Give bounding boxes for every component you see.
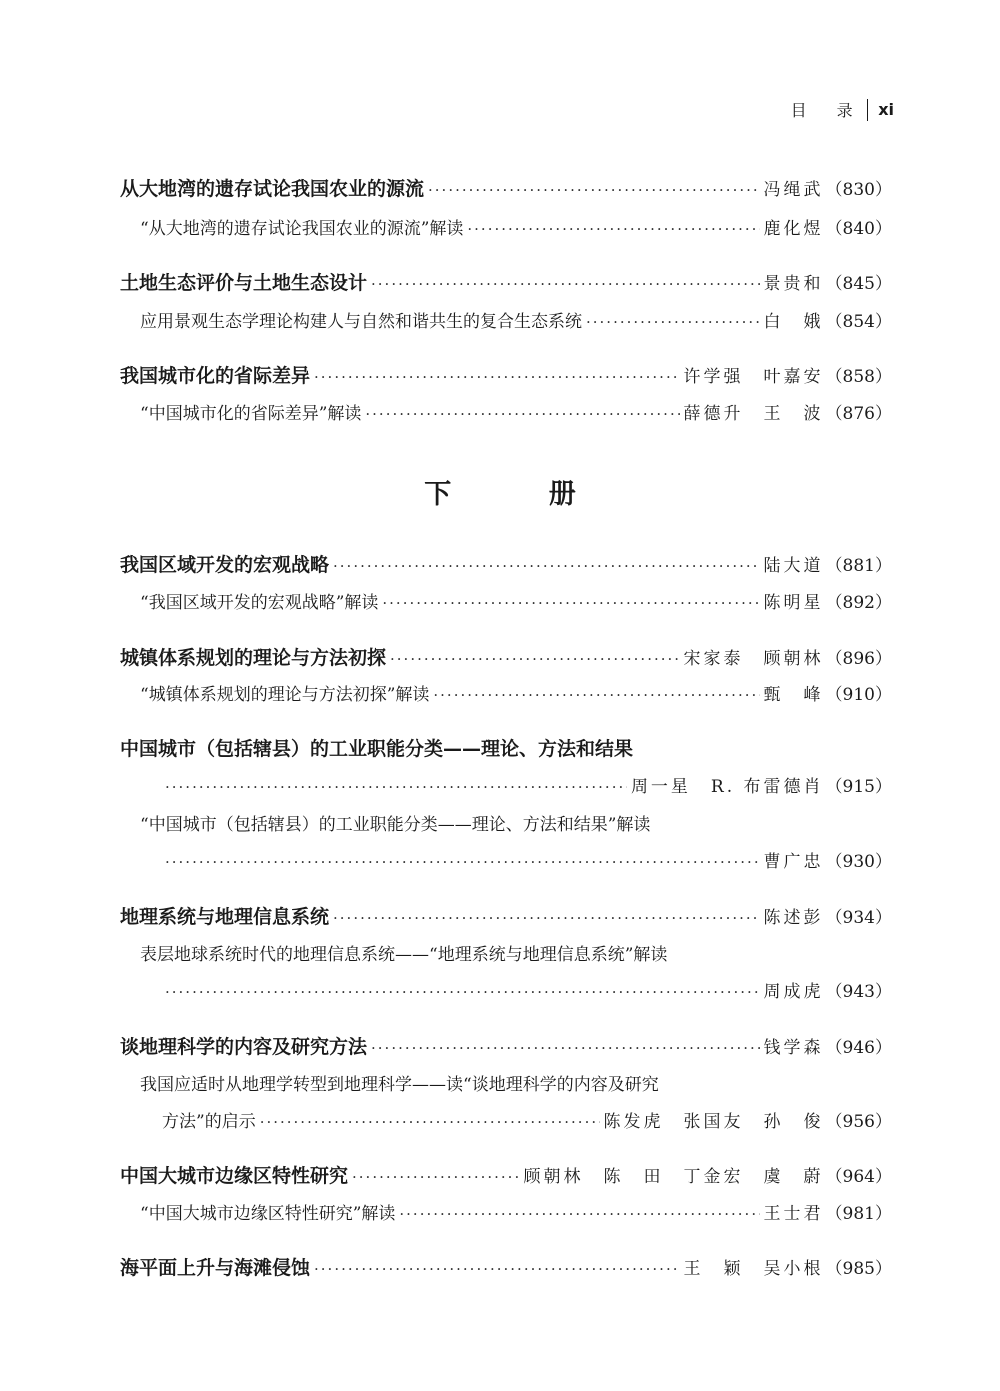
toc-entry-pages: （830） (825, 180, 892, 200)
toc-entry-pages: （881） (825, 556, 892, 576)
toc-entry[interactable] (120, 1032, 892, 1059)
leader-dots (314, 368, 680, 386)
leader-dots (260, 1113, 600, 1131)
toc-entry-continuation[interactable] (165, 772, 892, 797)
toc-entry-continuation[interactable] (165, 977, 892, 1002)
toc-entry[interactable] (120, 1161, 892, 1188)
toc-entry-pages: （896） (825, 649, 892, 669)
toc-entry-pages: （985） (825, 1259, 892, 1279)
leader-dots (467, 220, 759, 238)
toc-entry-title: “中国大城市边缘区特性研究”解读 (140, 1204, 396, 1224)
toc-entry-author: 周一星 R. 布雷德肖 (630, 777, 824, 797)
toc-entry-title: “我国区域开发的宏观战略”解读 (140, 593, 379, 613)
toc-entry-title: 中国大城市边缘区特性研究 (120, 1165, 349, 1187)
toc-entry-title: “中国城市化的省际差异”解读 (140, 404, 362, 424)
leader-dots (165, 853, 760, 871)
leader-dots (433, 686, 759, 704)
leader-dots (382, 594, 759, 612)
toc-entry-pages: （840） (825, 219, 892, 239)
toc-entry-title[interactable]: 表层地球系统时代的地理信息系统——“地理系统与地理信息系统”解读 (140, 945, 668, 965)
toc-entry-author: 钱学森 (763, 1038, 824, 1058)
toc-entry-author: 陈发虎 张国友 孙 俊 (603, 1112, 824, 1132)
section-title: 下 册 (424, 479, 620, 510)
toc-entry-author: 曹广忠 (763, 852, 824, 872)
toc-entry-title: 我国区域开发的宏观战略 (120, 554, 330, 576)
leader-dots (390, 650, 680, 668)
toc-entry-author: 陈述彭 (763, 908, 824, 928)
toc-entry-title: 地理系统与地理信息系统 (120, 906, 330, 928)
leader-dots (314, 1260, 680, 1278)
leader-dots (371, 275, 760, 293)
toc-entry-author: 薛德升 王 波 (683, 404, 824, 424)
toc-entry-author: 顾朝林 陈 田 丁金宏 虞 蔚 (523, 1167, 824, 1187)
toc-entry-title: 我国城市化的省际差异 (120, 365, 311, 387)
leader-dots (165, 778, 627, 796)
leader-dots (428, 181, 760, 199)
toc-entry-continuation[interactable] (162, 1107, 892, 1132)
toc-entry-author: 王士君 (763, 1204, 824, 1224)
toc-entry-author: 许学强 叶嘉安 (683, 367, 824, 387)
toc-entry-pages: （876） (825, 404, 892, 424)
toc-entry-pages: （981） (825, 1204, 892, 1224)
toc-entry-title: 从大地湾的遗存试论我国农业的源流 (120, 178, 425, 200)
toc-entry-author: 白 娥 (763, 312, 824, 332)
toc-entry-pages: （892） (825, 593, 892, 613)
toc-entry-author: 陆大道 (763, 556, 824, 576)
page-number: xi (878, 100, 894, 119)
toc-entry-title-line2: 方法”的启示 (162, 1112, 256, 1132)
toc-entry-pages: （854） (825, 312, 892, 332)
toc-entry[interactable] (140, 1199, 892, 1224)
toc-entry-pages: （845） (825, 274, 892, 294)
toc-entry-pages: （934） (825, 908, 892, 928)
toc-entry-title: “城镇体系规划的理论与方法初探”解读 (140, 685, 430, 705)
toc-entry-pages: （964） (825, 1167, 892, 1187)
toc-entry-title: 海平面上升与海滩侵蚀 (120, 1257, 311, 1279)
toc-entry-pages: （956） (825, 1112, 892, 1132)
toc-entry[interactable] (120, 174, 892, 201)
leader-dots (333, 909, 760, 927)
toc-entry-title: 谈地理科学的内容及研究方法 (120, 1036, 368, 1058)
running-header (791, 98, 894, 121)
toc-entry-pages: （858） (825, 367, 892, 387)
toc-entry-pages: （946） (825, 1038, 892, 1058)
toc-entry-author: 甄 峰 (763, 685, 824, 705)
toc-entry[interactable] (120, 643, 892, 670)
leader-dots (399, 1205, 759, 1223)
toc-entry[interactable] (120, 550, 892, 577)
toc-entry-author: 陈明星 (763, 593, 824, 613)
toc-entry-author: 鹿化煜 (763, 219, 824, 239)
toc-entry[interactable] (120, 268, 892, 295)
leader-dots (365, 405, 679, 423)
toc-entry[interactable] (120, 902, 892, 929)
toc-entry-title[interactable]: “中国城市（包括辖县）的工业职能分类——理论、方法和结果”解读 (140, 815, 651, 835)
header-title-part2: 录 (836, 101, 853, 120)
toc-entry-pages: （910） (825, 685, 892, 705)
toc-entry-title: “从大地湾的遗存试论我国农业的源流”解读 (140, 219, 464, 239)
leader-dots (586, 313, 760, 331)
toc-entry-author: 周成虎 (763, 982, 824, 1002)
toc-entry-pages: （930） (825, 852, 892, 872)
toc-entry[interactable] (140, 214, 892, 239)
leader-dots (352, 1168, 520, 1186)
toc-entry-title: 土地生态评价与土地生态设计 (120, 272, 368, 294)
toc-entry-title: 城镇体系规划的理论与方法初探 (120, 647, 387, 669)
toc-entry-author: 景贵和 (763, 274, 824, 294)
header-divider (867, 99, 869, 121)
toc-entry-author: 王 颖 吴小根 (683, 1259, 824, 1279)
toc-entry-author: 冯绳武 (763, 180, 824, 200)
header-title-part1: 目 (790, 101, 807, 120)
toc-entry-title-line1[interactable]: 我国应适时从地理学转型到地理科学——读“谈地理科学的内容及研究 (140, 1075, 659, 1095)
toc-entry[interactable] (140, 307, 892, 332)
toc-entry-pages: （943） (825, 982, 892, 1002)
leader-dots (371, 1039, 760, 1057)
toc-entry-title: 应用景观生态学理论构建人与自然和谐共生的复合生态系统 (140, 312, 582, 332)
leader-dots (165, 983, 760, 1001)
toc-entry-pages: （915） (825, 777, 892, 797)
toc-entry[interactable] (140, 588, 892, 613)
toc-entry-continuation[interactable] (165, 847, 892, 872)
toc-entry[interactable] (140, 680, 892, 705)
toc-entry[interactable] (140, 399, 892, 424)
toc-entry-author: 宋家泰 顾朝林 (683, 649, 824, 669)
toc-entry-title[interactable]: 中国城市（包括辖县）的工业职能分类——理论、方法和结果 (120, 738, 634, 760)
leader-dots (333, 557, 760, 575)
toc-entry[interactable] (120, 1253, 892, 1280)
toc-entry[interactable] (120, 361, 892, 388)
